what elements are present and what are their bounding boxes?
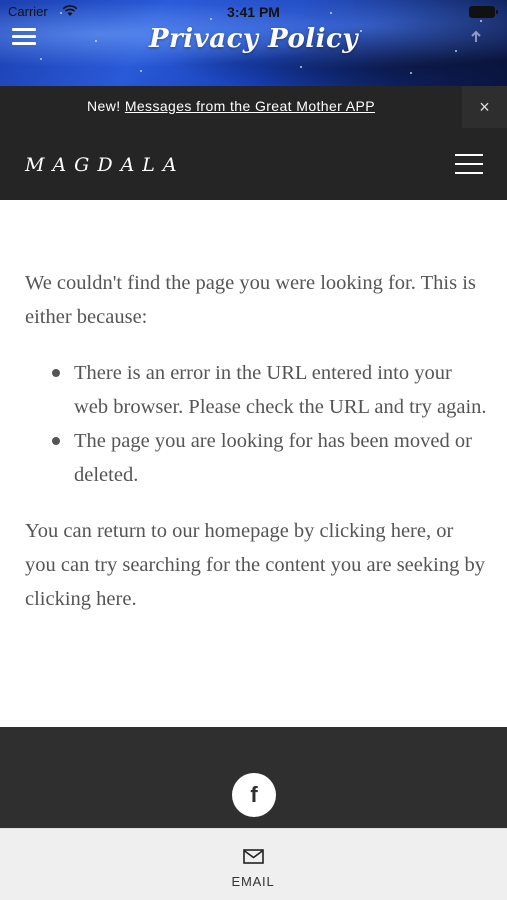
intro-text: We couldn't find the page you were looking for. This is either because:	[25, 272, 476, 328]
outro-text-part: You can return to our homepage by	[25, 520, 320, 542]
hamburger-menu-icon[interactable]	[455, 154, 483, 174]
main-content	[25, 266, 487, 616]
bottom-tab-bar	[0, 828, 507, 900]
status-time: 3:41 PM	[227, 4, 280, 20]
share-icon[interactable]	[467, 30, 485, 48]
carrier-label: Carrier	[8, 4, 48, 19]
announcement-prefix: New!	[87, 98, 125, 114]
reason-list	[25, 356, 487, 492]
search-link[interactable]: clicking here	[25, 588, 132, 610]
tab-email[interactable]	[213, 829, 293, 900]
homepage-link[interactable]: clicking here	[319, 520, 426, 542]
list-item	[25, 356, 487, 424]
battery-icon	[469, 6, 495, 18]
page-title: Privacy Policy	[149, 24, 358, 54]
announcement-link[interactable]: Messages from the Great Mother APP	[124, 98, 375, 114]
bullet-icon	[52, 437, 60, 445]
mail-icon	[243, 849, 264, 864]
list-item-text: The page you are looking for has been moved or deleted.	[74, 430, 472, 486]
bullet-icon	[52, 369, 60, 377]
app-header	[0, 0, 507, 86]
site-navbar	[0, 128, 507, 200]
announcement-bar	[0, 86, 507, 128]
site-logo[interactable]: MAGDALA	[25, 154, 185, 176]
footer	[0, 727, 507, 828]
facebook-icon: f	[250, 782, 258, 807]
outro-text	[25, 514, 487, 616]
facebook-button[interactable]	[232, 773, 276, 817]
tab-email-label: EMAIL	[231, 874, 275, 889]
status-bar	[0, 0, 507, 26]
announcement-text	[0, 98, 462, 114]
list-item	[25, 424, 487, 492]
outro-text-part: .	[131, 588, 137, 610]
close-icon[interactable]: ×	[462, 86, 507, 128]
list-item-text: There is an error in the URL entered into your web browser. Please check the URL and try again.	[74, 362, 487, 418]
outro-text-part: , or you can try searching for the content you are seeking by	[25, 520, 485, 576]
